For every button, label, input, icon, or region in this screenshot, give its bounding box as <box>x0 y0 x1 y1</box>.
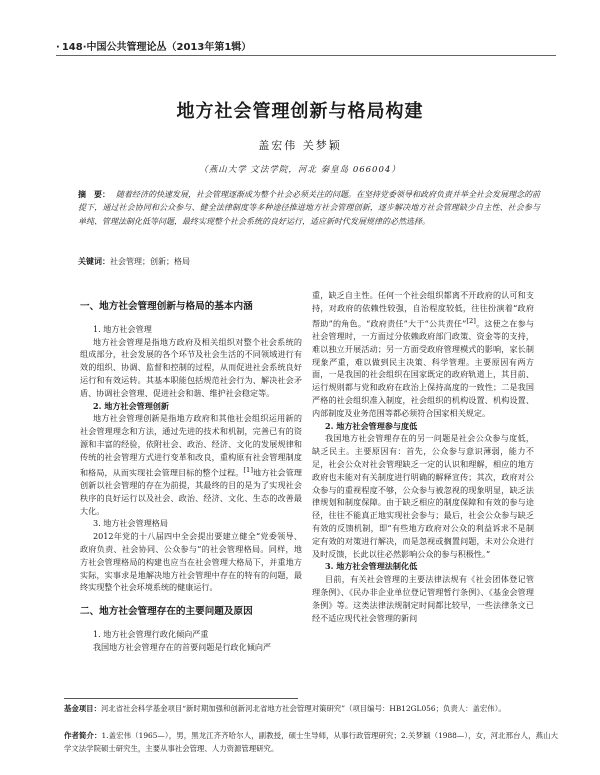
header-rule <box>56 55 556 56</box>
page-number: 148 <box>61 42 83 53</box>
article-authors: 盖宏伟 关梦颖 <box>258 139 342 152</box>
subsection-1-2-heading: 2. 地方社会管理创新 <box>92 400 169 411</box>
subsection-2-2-heading: 2. 地方社会管理参与度低 <box>324 420 418 431</box>
section-2-heading: 二、地方社会管理存在的主要问题及原因 <box>80 606 253 618</box>
running-head <box>56 38 556 53</box>
citation-2: [2] <box>466 316 476 325</box>
subsection-2-1-continued <box>312 289 534 420</box>
subsection-2-3-text: 目前，有关社会管理的主要法律法规有《社会团体登记管理条例》、《民办非企业单位登记管理暂行条例》、《基金会管理条例》等。这类法律法规制定时间都比较早，一些法律条文已经不适应现代社会管理的新问 <box>312 574 534 623</box>
keywords-text: 社会管理；创新；格局 <box>110 257 190 266</box>
subsection-2-1-text: 我国地方社会管理存在的首要问题是行政化倾向严 <box>92 641 272 652</box>
author-bio-text: 1.盖宏伟（1965—），男，黑龙江齐齐哈尔人，副教授，硕士生导师，从事行政管理研究；2.关梦颖（1988—），女，河北邢台人，燕山大学文法学院硕士研究生，主要从事社会管理、人力资源管理研究。 <box>64 731 558 753</box>
keywords-label: 关键词： <box>78 256 110 266</box>
subsection-1-3-text: 2012年党的十八届四中全会提出要建立健全“党委领导、政府负责、社会协同、公众参与”的社会管理格局。同样，地方社会管理格局的构建也应当在社会管理大格局下，并重地方实际，实事求是地解决地方社会管理中存在的特有的问题，最终实现整个社会环境系统的健康运行。 <box>80 531 302 593</box>
subsection-1-1-text: 地方社会管理是指地方政府及相关组织对整个社会系统的组成部分，社会发展的各个环节及社会生活的不同领域进行有效的组织、协调、监督和控制的过程，从而促进社会系统良好运行和有效运转。其基本职能包括规范社会行为、解决社会矛盾、协调社会管理、促进社会和谐、维护社会稳定等。 <box>80 336 302 398</box>
article-affiliation: （燕山大学 文法学院，河北 秦皇岛 066004） <box>199 165 401 175</box>
subsection-2-1-text-cont: 重，缺乏自主性。任何一个社会组织都离不开政府的认可和支持，对政府的依赖性较强，自治程度较低，往往扮演着“政府帮助”的角色。“政府责任”大于“公共责任” <box>312 290 534 329</box>
bullet-icon: · <box>56 42 60 53</box>
footnote-fund <box>64 703 558 716</box>
journal-name: 中国公共管理论丛（2013年第1辑） <box>86 42 252 53</box>
keywords <box>78 255 540 268</box>
abstract <box>78 188 540 228</box>
subsection-1-1-heading: 1. 地方社会管理 <box>92 323 152 334</box>
left-column <box>80 289 302 654</box>
footnote-rule <box>64 698 298 699</box>
fund-label: 基金项目： <box>64 704 101 713</box>
right-column <box>312 289 534 624</box>
footnote-author <box>64 730 558 755</box>
subsection-1-3-heading: 3. 地方社会管理格局 <box>92 518 168 529</box>
section-1-heading: 一、地方社会管理创新与格局的基本内涵 <box>80 301 253 312</box>
subsection-2-1-heading: 1. 地方社会管理行政化倾向严重 <box>92 629 209 640</box>
subsection-2-3-heading: 3. 地方社会管理法制化低 <box>324 561 418 572</box>
abstract-text: 随着经济的快速发展，社会管理逐渐成为整个社会必须关注的问题。在坚持党委领导和政府负责并举全社会发展理念的前提下，通过社会协同和公众参与、健全法律制度等多种途径推进地方社会管理创新，逐步解决地方社会管理缺少自主性、社会参与单纯、管理法制化低等问题，最终实现整个社会系统的良好运行，适应新时代发展规律的必然选择。 <box>78 190 540 226</box>
subsection-2-2-text: 我国地方社会管理存在的另一问题是社会公众参与度低，缺乏民主。主要原因有：首先，公众参与意识薄弱，能力不足，社会公众对社会管理缺乏一定的认识和理解，相应的地方政府也未能对有关制度进行明确的解释宣传；其次，政府对公众参与的重视程度不够，公众参与被忽视的现象明显，缺乏法律规划和制度保障。由于缺乏相应的制度保障和有效的参与途径，往往不能真正地实现社会参与；最后，社会公众参与缺乏有效的反馈机制，即“有些地方政府对公众的利益诉求不是制定有效的对策进行解决，而是忽视或搁置问题，未对公众进行及时反馈，长此以往必然影响公众的参与积极性。” <box>312 433 534 559</box>
subsection-1-2-paragraph <box>80 412 302 517</box>
subsection-1-2-text: 地方社会管理创新是指地方政府和其他社会组织运用新的社会管理理念和方法，通过先进的技术和机制，完善已有的资源和丰富的经验，依附社会、政治、经济、文化的发展规律和传统的社会管理方式进行变革和改良，重构原有社会管理制度和格局，从而实现社会管理目标的整个过程。 <box>80 413 302 478</box>
header-separator: · <box>82 42 87 53</box>
subsection-1-2-text-cont: 地方社会管理创新以社会管理的存在为前提，其最终的目的是为了实现社会秩序的良好运行以及社会、政治、经济、文化、生态的改善最大化。 <box>80 467 302 516</box>
article-title: 地方社会管理创新与格局构建 <box>176 101 424 122</box>
citation-1: [1] <box>243 465 253 474</box>
fund-text: 河北省社会科学基金项目“新时期加强和创新河北省地方社会管理对策研究”（项目编号：HB12GL056；负责人：盖宏伟）。 <box>100 704 506 713</box>
abstract-label: 摘 要： <box>78 189 110 199</box>
subsection-2-1-text-cont2: 。这使之在参与社会管理时，一方面过分依赖政府部门政策、资金等的支持，难以独立开展活动；另一方面受政府管理模式的影响，家长制现象严重，难以做到民主决策、科学管理。主要原因有两方面，一是我国的社会组织在国家既定的政府轨道上，其目前、运行规则都与党和政府在政治上保持高度的一致性；二是我国严格的社会组织准入制度，社会组织的机构设置、机构设置、内部制度及业务范围等都必须符合国家相关规定。 <box>312 318 534 418</box>
author-bio-label: 作者简介： <box>64 731 102 740</box>
